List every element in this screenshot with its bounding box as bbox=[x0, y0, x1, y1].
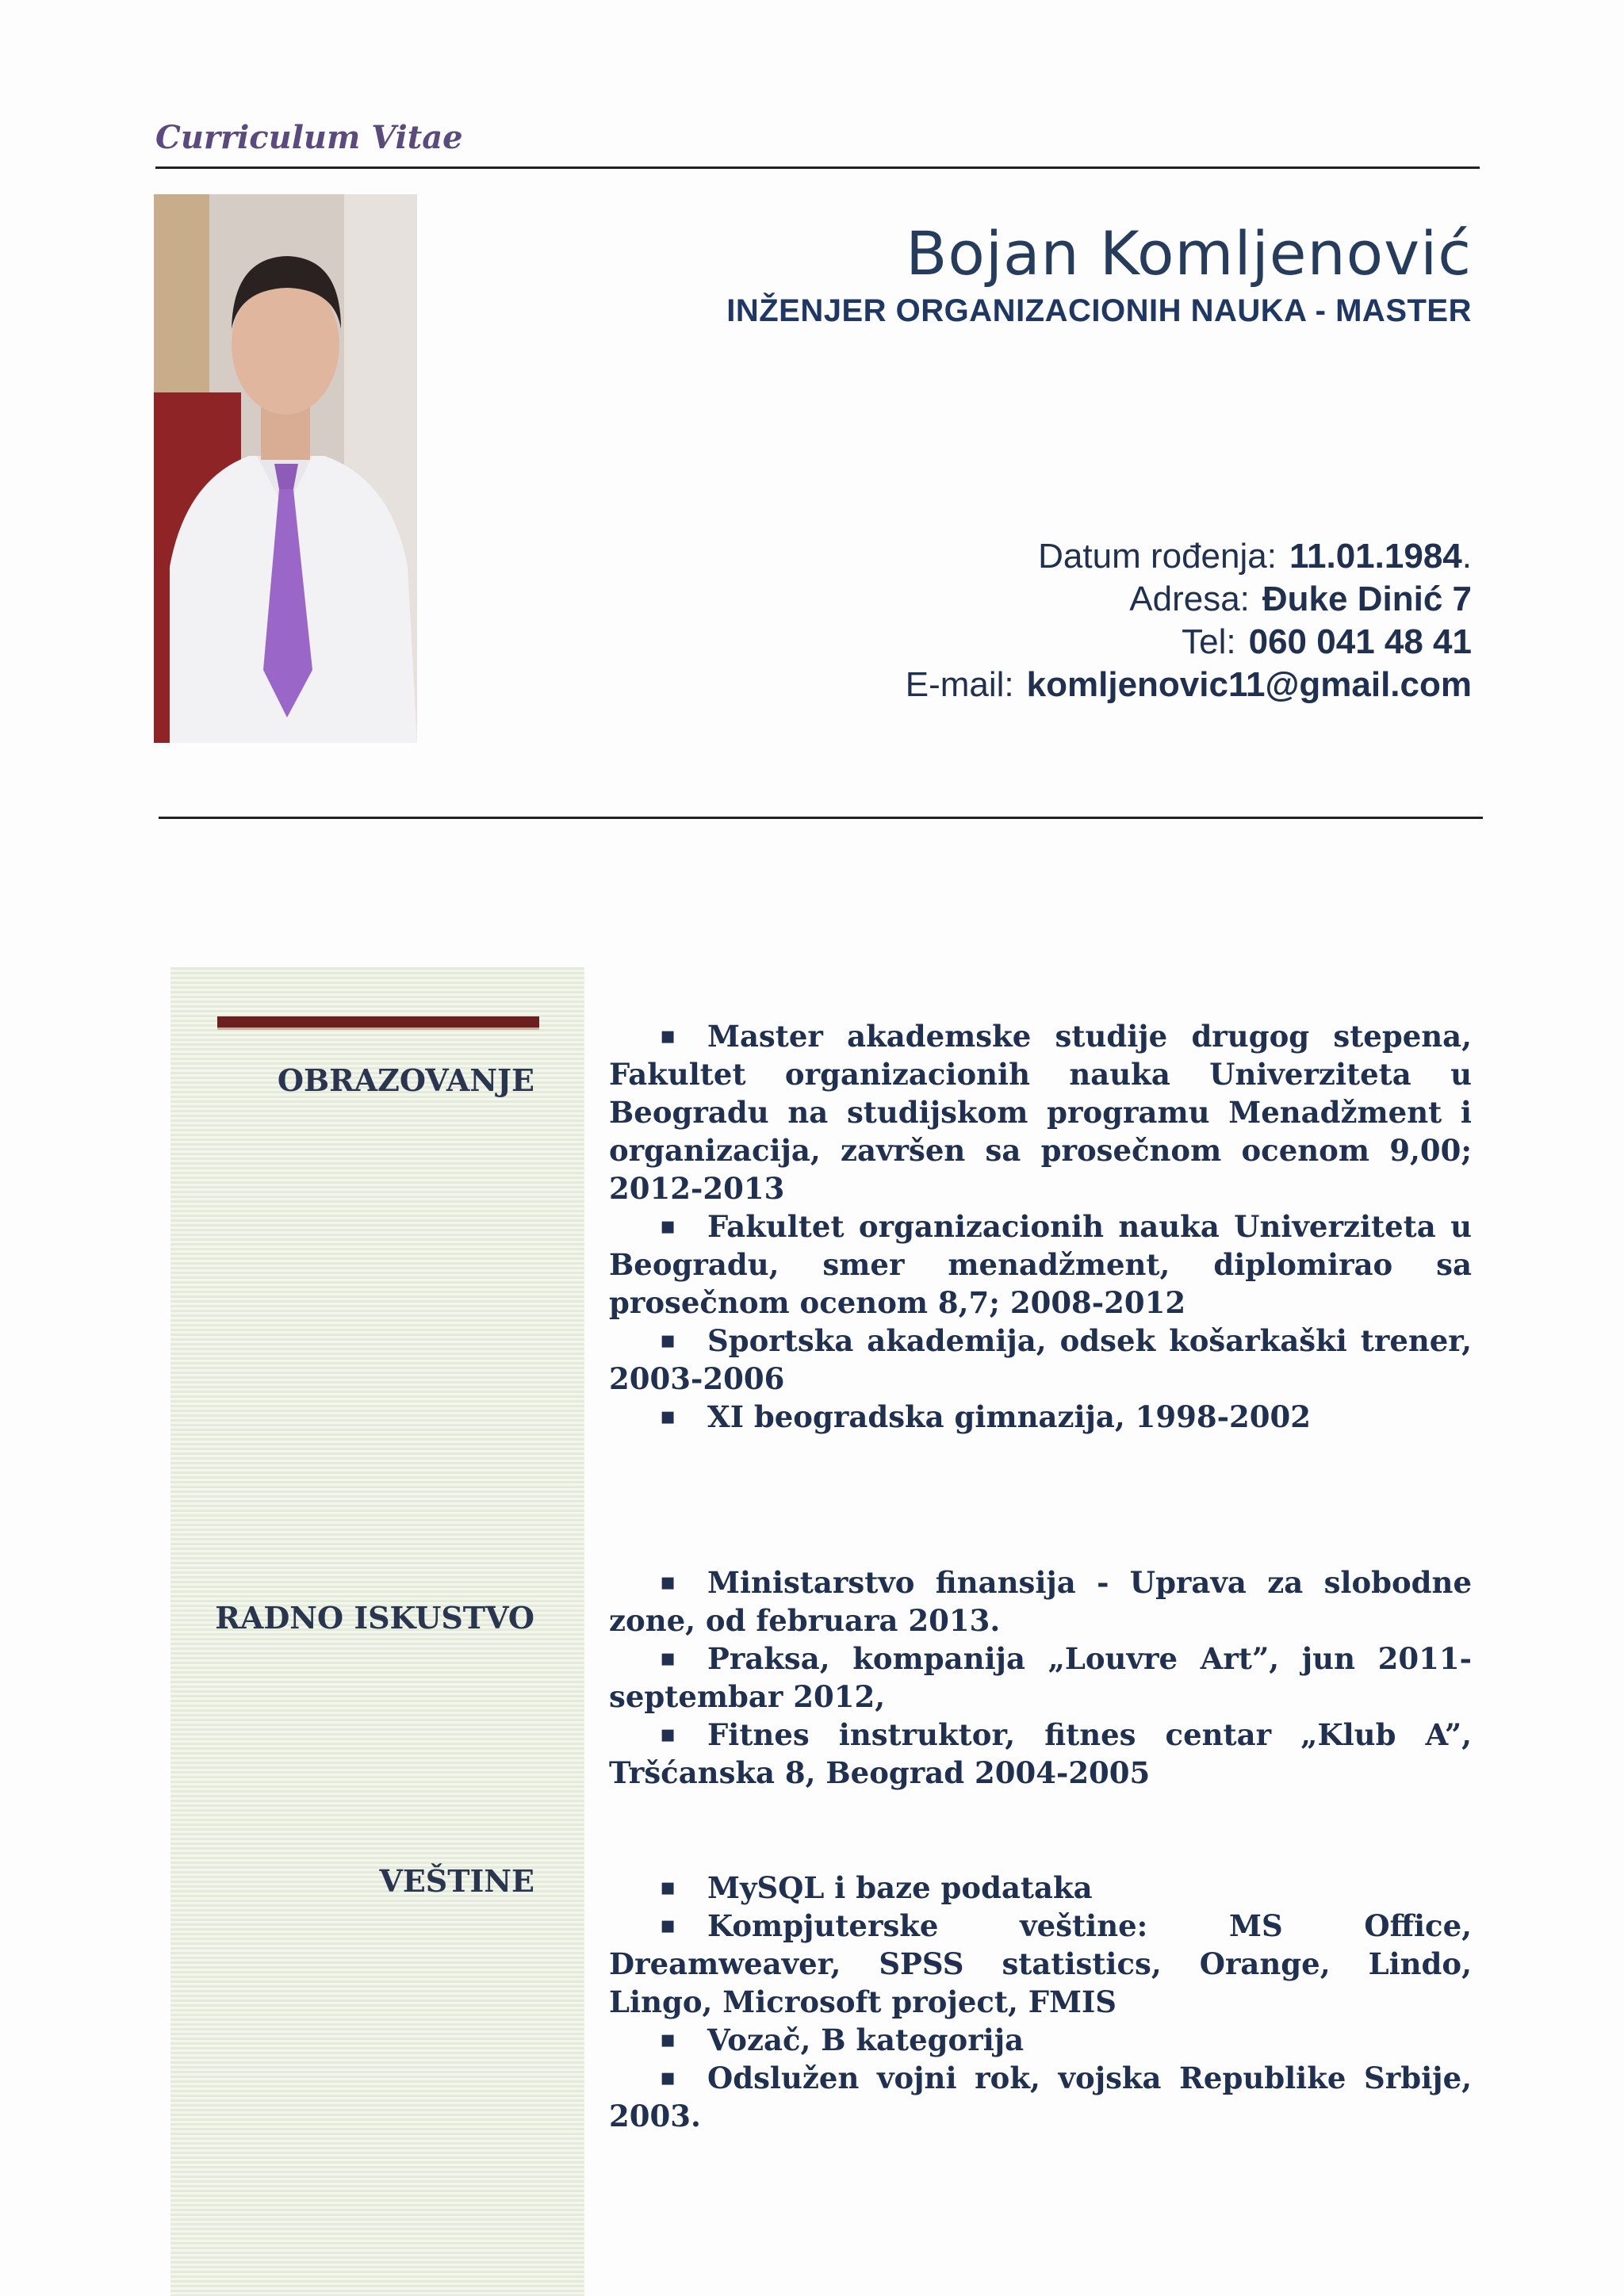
skills-list bbox=[609, 1869, 1472, 2135]
skills-item: ▪ Kompjuterske veštine: MS Office, Dreamweaver, SPSS statistics, Orange, Lindo, Lingo, Microsoft project, FMIS bbox=[609, 1907, 1472, 2021]
education-item: ▪ Fakultet organizacionih nauka Univerziteta u Beogradu, smer menadžment, diplomirao sa prosečnom ocenom 8,7; 2008-2012 bbox=[609, 1207, 1472, 1322]
email-value: komljenovic11@gmail.com bbox=[1026, 665, 1472, 704]
contact-block bbox=[906, 535, 1472, 706]
education-item: ▪ XI beogradska gimnazija, 1998-2002 bbox=[609, 1398, 1472, 1436]
profile-photo bbox=[154, 194, 417, 743]
document-title: Curriculum Vitae bbox=[155, 119, 463, 156]
education-item: ▪ Master akademske studije drugog stepena, Fakultet organizacionih nauka Univerziteta u Beogradu na studijskom programu Menadžment i organizacija, završen sa prosečnom ocenom 9,00; 2012-2013 bbox=[609, 1017, 1472, 1207]
birth-date-row bbox=[906, 535, 1472, 578]
skills-item: ▪ Vozač, B kategorija bbox=[609, 2021, 1472, 2059]
experience-heading: RADNO ISKUSTVO bbox=[215, 1600, 534, 1636]
address-value: Đuke Dinić 7 bbox=[1262, 580, 1472, 618]
portrait-illustration bbox=[154, 194, 417, 743]
skills-item: ▪ MySQL i baze podataka bbox=[609, 1869, 1472, 1907]
header-divider bbox=[155, 166, 1480, 169]
phone-value: 060 041 48 41 bbox=[1248, 622, 1472, 661]
experience-item: ▪ Fitnes instruktor, fitnes centar „Klub A”, Tršćanska 8, Beograd 2004-2005 bbox=[609, 1716, 1472, 1792]
email-row bbox=[906, 664, 1472, 706]
education-item: ▪ Sportska akademija, odsek košarkaški trener, 2003-2006 bbox=[609, 1322, 1472, 1398]
job-title: INŽENJER ORGANIZACIONIH NAUKA - MASTER bbox=[726, 293, 1472, 328]
section-divider bbox=[159, 817, 1483, 819]
phone-label: Tel: bbox=[1182, 622, 1236, 661]
address-label: Adresa: bbox=[1129, 580, 1250, 618]
education-heading: OBRAZOVANJE bbox=[277, 1062, 534, 1098]
education-list bbox=[609, 1017, 1472, 1436]
skills-item: ▪ Odslužen vojni rok, vojska Republike Srbije, 2003. bbox=[609, 2059, 1472, 2135]
experience-item: ▪ Ministarstvo finansija - Uprava za slobodne zone, od februara 2013. bbox=[609, 1563, 1472, 1640]
phone-row bbox=[906, 621, 1472, 664]
experience-item: ▪ Praksa, kompanija „Louvre Art”, jun 2011-septembar 2012, bbox=[609, 1640, 1472, 1716]
experience-list bbox=[609, 1563, 1472, 1792]
address-row bbox=[906, 578, 1472, 621]
birth-date-suffix: . bbox=[1461, 537, 1472, 576]
birth-date-label: Datum rođenja: bbox=[1038, 537, 1277, 576]
birth-date-value: 11.01.1984 bbox=[1289, 537, 1462, 576]
person-name: Bojan Komljenović bbox=[906, 218, 1472, 289]
sidebar-accent-bar bbox=[217, 1016, 539, 1030]
email-label: E-mail: bbox=[905, 665, 1014, 704]
skills-heading: VEŠTINE bbox=[379, 1863, 534, 1899]
